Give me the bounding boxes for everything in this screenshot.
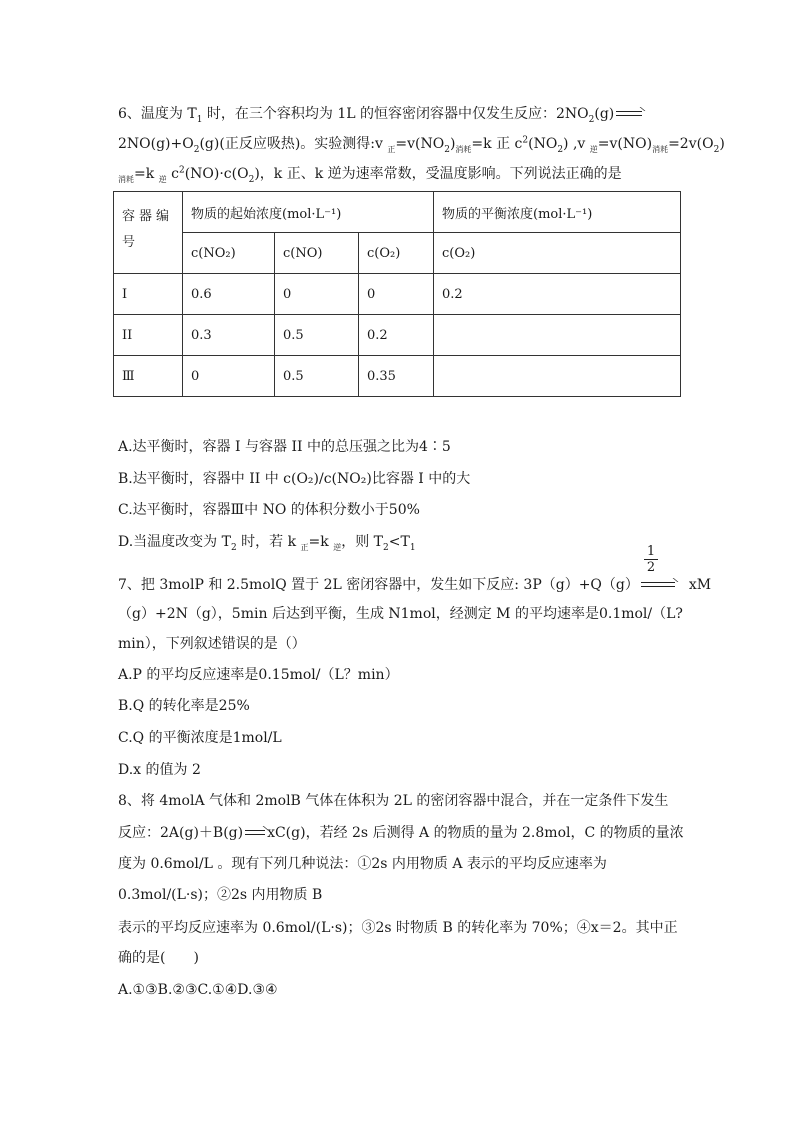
table-row: II 0.3 0.5 0.2 bbox=[114, 315, 681, 356]
q8-line-3: 度为 0.6mol/L 。现有下列几种说法：①2s 内用物质 A 表示的平均反应速率为 bbox=[118, 856, 607, 872]
q6-option-a: A.达平衡时，容器 I 与容器 II 中的总压强之比为4∶5 bbox=[118, 439, 451, 455]
q8-line-4: 0.3mol/(L·s)；②2s 内用物质 B bbox=[118, 887, 323, 903]
q8-line-6: 确的是( ) bbox=[118, 950, 199, 966]
col-no: c(NO) bbox=[275, 233, 359, 274]
equilibrium-arrow-icon bbox=[616, 109, 642, 119]
concentration-table bbox=[113, 191, 681, 397]
equilibrium-arrow-icon bbox=[641, 580, 675, 590]
q7-option-b: B.Q 的转化率是25% bbox=[118, 698, 250, 714]
q7-line-3: min），下列叙述错误的是（） bbox=[118, 636, 306, 652]
q6-line-1: 6、温度为 $T_1$ 时，在三个容积均为 1L 的恒容密闭容器中仅发生反应：$2NO_2(g)$ bbox=[118, 104, 644, 124]
q7-option-c: C.Q 的平衡浓度是1mol/L bbox=[118, 730, 282, 746]
header-equilibrium-concentration: 物质的平衡浓度(mol·L⁻¹) bbox=[434, 192, 681, 233]
q6-line-2: $2NO(g)+O_2(g)$(正反应吸热)。实验测得:v $_正=v(NO_2)_{消耗}=k$ 正 $c^2(NO_2)$ ,v $_逆=v(NO)_{消耗}=2v(O_2)$ bbox=[118, 135, 725, 155]
table-header-row bbox=[114, 192, 681, 233]
q6-option-c: C.达平衡时，容器Ⅲ中 NO 的体积分数小于50% bbox=[118, 502, 420, 518]
col-no2: c(NO₂) bbox=[183, 233, 275, 274]
table-row: I 0.6 0 0 0.2 bbox=[114, 274, 681, 315]
table-subheader-row bbox=[114, 233, 681, 274]
col-o2-equilibrium: c(O₂) bbox=[434, 233, 681, 274]
q7-fraction: $\frac{1}{2}$ bbox=[644, 545, 658, 575]
equilibrium-arrow-icon bbox=[245, 828, 265, 838]
col-o2: c(O₂) bbox=[359, 233, 434, 274]
q7-line-2: （g）+2N（g），5min 后达到平衡，生成 N1mol，经测定 M 的平均速率是0.1mol/（L? bbox=[118, 606, 683, 622]
q8-line-5: 表示的平均反应速率为 0.6mol/(L·s)；③2s 时物质 B 的转化率为 70%；④x＝2。其中正 bbox=[118, 920, 678, 936]
q7-option-a: A.P 的平均反应速率是0.15mol/（L？min） bbox=[118, 667, 399, 683]
q7-line-1: 7、把 3molP 和 2.5molQ 置于 2L 密闭容器中，发生如下反应: 3P（g）+Q（g） xM bbox=[118, 577, 712, 593]
header-initial-concentration: 物质的起始浓度(mol·L⁻¹) bbox=[183, 192, 434, 233]
q6-option-d: D.当温度改变为 $T_2$ 时，若 k $_正$=k $_逆$，则 $T_2<T_1$ bbox=[118, 534, 416, 553]
table-row: Ⅲ 0 0.5 0.35 bbox=[114, 356, 681, 397]
q8-line-1: 8、将 4molA 气体和 2molB 气体在体积为 2L 的密闭容器中混合，并在一定条件下发生 bbox=[118, 793, 669, 809]
q6-option-b: B.达平衡时，容器中 II 中 c(O₂)/c(NO₂)比容器 I 中的大 bbox=[118, 471, 471, 487]
q8-line-2: 反应：2A(g)＋B(g) xC(g)，若经 2s 后测得 A 的物质的量为 2.8mol，C 的物质的量浓 bbox=[118, 825, 684, 841]
q8-options: A.①③B.②③C.①④D.③④ bbox=[118, 982, 278, 998]
q6-line-3: $_{消耗}$=k $_逆$ $c^2(NO)\cdot c(O_2)$，k 正、k 逆为速率常数，受温度影响。下列说法正确的是 bbox=[118, 165, 622, 185]
q7-option-d: D.x 的值为 2 bbox=[118, 762, 201, 778]
header-container-id: 容器编号 bbox=[114, 192, 183, 274]
